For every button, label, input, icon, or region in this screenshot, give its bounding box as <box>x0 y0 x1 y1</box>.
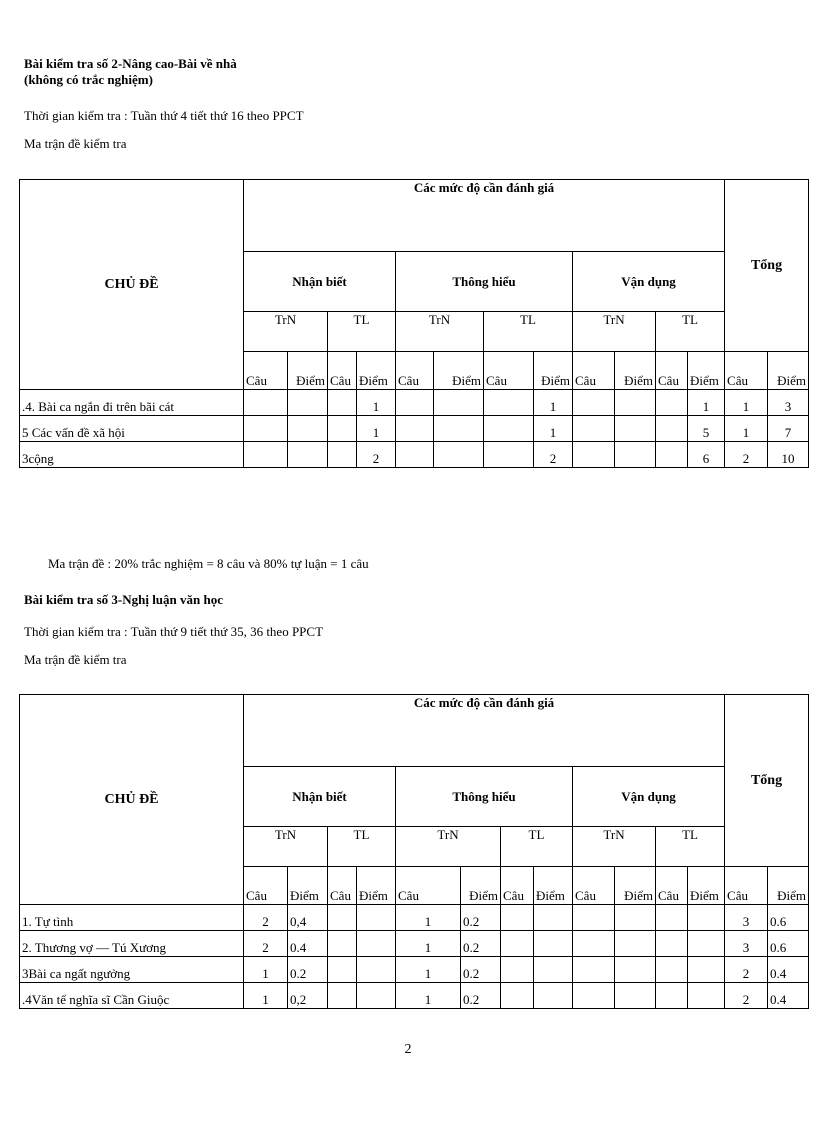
col-cau: Câu <box>396 867 461 905</box>
cell-value <box>396 442 434 468</box>
col-cau: Câu <box>656 867 688 905</box>
col-diem: Điểm <box>615 867 656 905</box>
cell-value <box>615 957 656 983</box>
cell-value <box>573 905 615 931</box>
cell-value <box>288 390 328 416</box>
cell-value <box>288 416 328 442</box>
cell-value: 0.2 <box>461 957 501 983</box>
cell-value <box>484 416 534 442</box>
row-topic: .4. Bài ca ngắn đi trên bãi cát <box>20 390 244 416</box>
col-diem: Điểm <box>615 352 656 390</box>
cell-value: 2 <box>725 957 768 983</box>
cell-value: 3 <box>725 905 768 931</box>
cell-value <box>434 416 484 442</box>
cell-value <box>573 416 615 442</box>
sub-trn: TrN <box>573 312 656 352</box>
cell-value: 1 <box>244 957 288 983</box>
cell-value <box>573 442 615 468</box>
cell-value: 7 <box>768 416 809 442</box>
col-diem: Điểm <box>688 867 725 905</box>
section1-title: Bài kiểm tra số 2-Nâng cao-Bài về nhà <box>24 56 237 71</box>
section1-subtitle: (không có trắc nghiệm) <box>24 72 153 87</box>
chu-de-header: CHỦ ĐỀ <box>20 180 244 390</box>
col-diem: Điểm <box>534 867 573 905</box>
cell-value <box>615 442 656 468</box>
section2-note: Ma trận đề : 20% trắc nghiệm = 8 câu và 80% tự luận = 1 câu <box>48 556 369 571</box>
cell-value: 0,2 <box>288 983 328 1009</box>
sub-trn: TrN <box>573 827 656 867</box>
cell-value <box>534 905 573 931</box>
cell-value: 1 <box>244 983 288 1009</box>
levels-title: Các mức độ cần đánh giá <box>244 180 725 252</box>
cell-value: 0.4 <box>768 957 809 983</box>
col-diem: Điểm <box>288 352 328 390</box>
cell-value <box>434 390 484 416</box>
cell-value: 2 <box>244 931 288 957</box>
cell-value <box>656 957 688 983</box>
col-diem: Điểm <box>357 352 396 390</box>
cell-value <box>357 957 396 983</box>
cell-value: 2 <box>244 905 288 931</box>
cell-value <box>396 416 434 442</box>
table-row <box>20 983 809 1009</box>
cell-value: 1 <box>357 416 396 442</box>
sub-trn: TrN <box>396 312 484 352</box>
cell-value: 1 <box>396 905 461 931</box>
col-cau: Câu <box>484 352 534 390</box>
row-topic: 1. Tự tình <box>20 905 244 931</box>
row-topic: 3cộng <box>20 442 244 468</box>
level-thong-hieu: Thông hiểu <box>396 767 573 827</box>
table-row <box>20 957 809 983</box>
cell-value <box>434 442 484 468</box>
cell-value <box>244 442 288 468</box>
cell-value: 1 <box>396 931 461 957</box>
level-nhan-biet: Nhận biết <box>244 767 396 827</box>
cell-value: 0.2 <box>288 957 328 983</box>
cell-value <box>615 983 656 1009</box>
cell-value: 6 <box>688 442 725 468</box>
tong-header: Tổng <box>725 180 809 352</box>
cell-value: 1 <box>725 416 768 442</box>
cell-value <box>328 983 357 1009</box>
sub-trn: TrN <box>244 827 328 867</box>
cell-value <box>534 957 573 983</box>
col-diem: Điểm <box>688 352 725 390</box>
cell-value <box>534 983 573 1009</box>
section1-matrix-label: Ma trận đề kiểm tra <box>24 136 127 151</box>
cell-value: 0.6 <box>768 931 809 957</box>
cell-value <box>615 905 656 931</box>
cell-value <box>501 905 534 931</box>
cell-value: 5 <box>688 416 725 442</box>
col-cau: Câu <box>328 352 357 390</box>
cell-value <box>656 442 688 468</box>
cell-value <box>615 416 656 442</box>
cell-value <box>534 931 573 957</box>
sub-trn: TrN <box>244 312 328 352</box>
cell-value: 0.2 <box>461 905 501 931</box>
cell-value: 0.4 <box>288 931 328 957</box>
cell-value <box>656 983 688 1009</box>
cell-value <box>688 983 725 1009</box>
cell-value: 3 <box>768 390 809 416</box>
cell-value <box>328 442 357 468</box>
col-cau: Câu <box>244 867 288 905</box>
cell-value <box>357 931 396 957</box>
col-cau: Câu <box>656 352 688 390</box>
matrix-table-1 <box>19 179 809 468</box>
cell-value <box>484 442 534 468</box>
cell-value <box>688 957 725 983</box>
cell-value <box>328 957 357 983</box>
cell-value <box>328 390 357 416</box>
cell-value <box>484 390 534 416</box>
section2-matrix-label: Ma trận đề kiểm tra <box>24 652 127 667</box>
cell-value <box>615 931 656 957</box>
col-diem: Điểm <box>768 867 809 905</box>
cell-value: 1 <box>396 957 461 983</box>
sub-tl: TL <box>656 312 725 352</box>
tong-header: Tổng <box>725 695 809 867</box>
level-van-dung: Vận dụng <box>573 767 725 827</box>
table-row <box>20 416 809 442</box>
page-number: 2 <box>404 1042 412 1057</box>
cell-value <box>615 390 656 416</box>
cell-value: 1 <box>534 390 573 416</box>
chu-de-header: CHỦ ĐỀ <box>20 695 244 905</box>
matrix-table-2 <box>19 694 809 1009</box>
level-thong-hieu: Thông hiểu <box>396 252 573 312</box>
cell-value <box>328 905 357 931</box>
section1-time: Thời gian kiểm tra : Tuần thứ 4 tiết thứ 16 theo PPCT <box>24 108 304 123</box>
cell-value <box>328 416 357 442</box>
col-cau: Câu <box>328 867 357 905</box>
cell-value: 10 <box>768 442 809 468</box>
cell-value: 1 <box>396 983 461 1009</box>
cell-value <box>357 905 396 931</box>
sub-tl: TL <box>656 827 725 867</box>
col-diem: Điểm <box>534 352 573 390</box>
cell-value <box>573 983 615 1009</box>
cell-value <box>244 390 288 416</box>
sub-tl: TL <box>501 827 573 867</box>
cell-value: 2 <box>725 983 768 1009</box>
cell-value: 0.2 <box>461 931 501 957</box>
col-cau: Câu <box>573 867 615 905</box>
table-row <box>20 442 809 468</box>
cell-value <box>501 931 534 957</box>
cell-value <box>573 931 615 957</box>
sub-trn: TrN <box>396 827 501 867</box>
row-topic: 2. Thương vợ — Tú Xương <box>20 931 244 957</box>
cell-value: 0.4 <box>768 983 809 1009</box>
col-cau: Câu <box>244 352 288 390</box>
cell-value <box>288 442 328 468</box>
level-van-dung: Vận dụng <box>573 252 725 312</box>
cell-value <box>688 931 725 957</box>
cell-value: 2 <box>725 442 768 468</box>
cell-value: 1 <box>688 390 725 416</box>
cell-value <box>656 905 688 931</box>
section2-title: Bài kiểm tra số 3-Nghị luận văn học <box>24 592 223 607</box>
cell-value: 2 <box>357 442 396 468</box>
table-row <box>20 905 809 931</box>
cell-value: 3 <box>725 931 768 957</box>
col-cau: Câu <box>573 352 615 390</box>
cell-value <box>501 957 534 983</box>
levels-title: Các mức độ cần đánh giá <box>244 695 725 767</box>
table-row <box>20 931 809 957</box>
level-nhan-biet: Nhận biết <box>244 252 396 312</box>
row-topic: .4Văn tế nghĩa sĩ Cần Giuộc <box>20 983 244 1009</box>
cell-value <box>573 957 615 983</box>
cell-value: 1 <box>534 416 573 442</box>
col-cau: Câu <box>725 352 768 390</box>
cell-value: 1 <box>725 390 768 416</box>
cell-value <box>656 931 688 957</box>
row-topic: 3Bài ca ngất ngưởng <box>20 957 244 983</box>
cell-value <box>656 390 688 416</box>
cell-value: 1 <box>357 390 396 416</box>
cell-value <box>688 905 725 931</box>
col-cau: Câu <box>396 352 434 390</box>
sub-tl: TL <box>328 312 396 352</box>
col-cau: Câu <box>725 867 768 905</box>
col-diem: Điểm <box>461 867 501 905</box>
col-diem: Điểm <box>288 867 328 905</box>
col-cau: Câu <box>501 867 534 905</box>
cell-value: 0.6 <box>768 905 809 931</box>
table-row <box>20 390 809 416</box>
cell-value <box>656 416 688 442</box>
row-topic: 5 Các vấn đề xã hội <box>20 416 244 442</box>
section2-time: Thời gian kiểm tra : Tuần thứ 9 tiết thứ 35, 36 theo PPCT <box>24 624 324 639</box>
cell-value <box>573 390 615 416</box>
cell-value: 2 <box>534 442 573 468</box>
cell-value: 0,4 <box>288 905 328 931</box>
cell-value: 0.2 <box>461 983 501 1009</box>
cell-value <box>357 983 396 1009</box>
cell-value <box>396 390 434 416</box>
col-diem: Điểm <box>357 867 396 905</box>
sub-tl: TL <box>484 312 573 352</box>
cell-value <box>328 931 357 957</box>
sub-tl: TL <box>328 827 396 867</box>
cell-value <box>244 416 288 442</box>
col-diem: Điểm <box>434 352 484 390</box>
col-diem: Điểm <box>768 352 809 390</box>
cell-value <box>501 983 534 1009</box>
